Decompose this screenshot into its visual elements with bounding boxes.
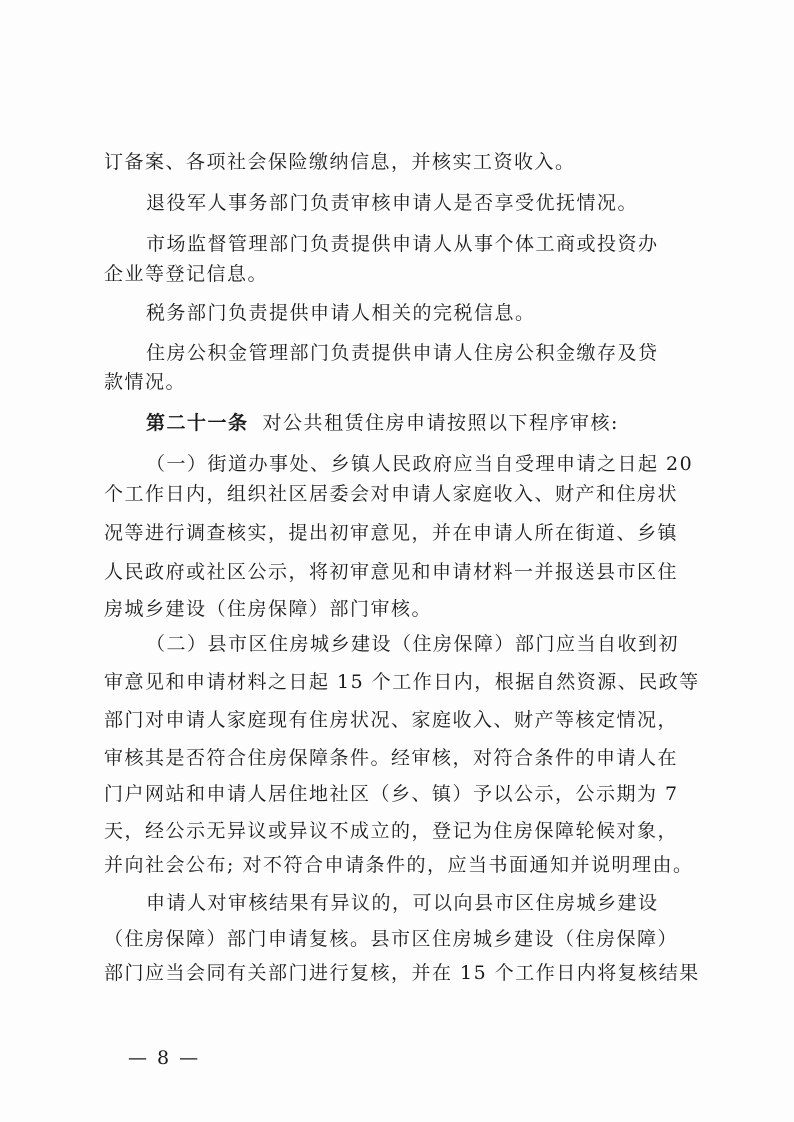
paragraph-line: 申请人对审核结果有异议的，可以向县市区住房城乡建设 [146, 892, 659, 914]
paragraph-line: 企业等登记信息。 [104, 263, 269, 285]
paragraph-line: 市场监督管理部门负责提供申请人从事个体工商或投资办 [146, 233, 659, 255]
paragraph-line: 住房公积金管理部门负责提供申请人住房公积金缴存及贷 [146, 342, 659, 364]
paragraph-line: 并向社会公布; 对不符合申请条件的，应当书面通知并说明理由。 [104, 854, 694, 876]
paragraph-line: 订备案、各项社会保险缴纳信息，并核实工资收入。 [104, 151, 576, 173]
paragraph-line: 部门应当会同有关部门进行复核，并在 15 个工作日内将复核结果 [104, 962, 700, 984]
paragraph-line: 房城乡建设（住房保障）部门审核。 [104, 598, 433, 620]
paragraph-line: 个工作日内，组织社区居委会对申请人家庭收入、财产和住房状 [104, 483, 679, 505]
paragraph-line: （二）县市区住房城乡建设（住房保障）部门应当自收到初 [146, 633, 680, 655]
paragraph-line: 况等进行调查核实，提出初审意见，并在申请人所在街道、乡镇 [104, 522, 679, 544]
paragraph-line: 款情况。 [104, 371, 187, 393]
paragraph-line: （住房保障）部门申请复核。县市区住房城乡建设（住房保障） [104, 928, 679, 950]
article-line: 第二十一条 对公共租赁住房申请按照以下程序审核: [146, 412, 619, 434]
paragraph-line: 退役军人事务部门负责审核申请人是否享受优抚情况。 [146, 192, 639, 214]
paragraph-line: 门户网站和申请人居住地社区（乡、镇）予以公示，公示期为 7 [104, 783, 679, 805]
paragraph-line: 部门对申请人家庭现有住房状况、家庭收入、财产等核定情况， [104, 709, 679, 731]
paragraph-line: 审意见和申请材料之日起 15 个工作日内，根据自然资源、民政等 [104, 671, 700, 693]
paragraph-line: 天，经公示无异议或异议不成立的，登记为住房保障轮候对象， [104, 820, 679, 842]
paragraph-line: （一）街道办事处、乡镇人民政府应当自受理申请之日起 20 [146, 453, 694, 475]
page-number: — 8 — [128, 1047, 201, 1069]
paragraph-line: 审核其是否符合住房保障条件。经审核，对符合条件的申请人在 [104, 747, 679, 769]
article-heading: 第二十一条 [146, 412, 249, 434]
paragraph-line: 人民政府或社区公示，将初审意见和申请材料一并报送县市区住 [104, 561, 679, 583]
paragraph-line: 税务部门负责提供申请人相关的完税信息。 [146, 302, 536, 324]
